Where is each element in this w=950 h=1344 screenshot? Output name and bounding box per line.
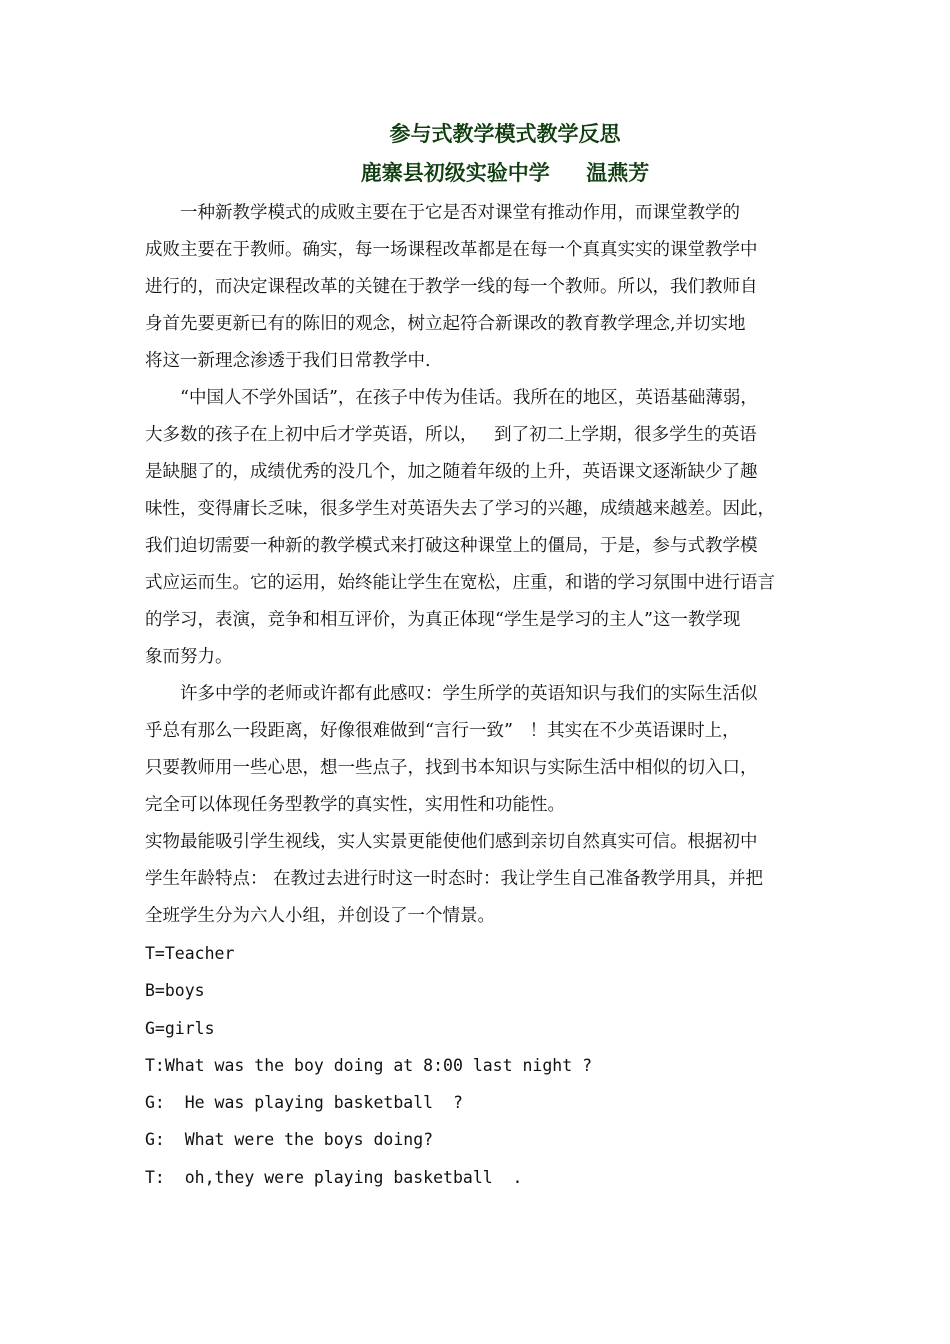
text-line: 许多中学的老师或许都有此感叹：学生所学的英语知识与我们的实际生活似 <box>180 684 758 704</box>
text-line: 完全可以体现任务型教学的真实性，实用性和功能性。 <box>145 795 565 815</box>
text-line: 象而努力。 <box>145 647 233 667</box>
paragraph-4 <box>145 824 810 935</box>
paragraph-3 <box>145 676 810 824</box>
document-body <box>145 195 810 1196</box>
paragraph-1 <box>145 195 810 380</box>
text-line: 大多数的孩子在上初中后才学英语，所以， 到了初二上学期，很多学生的英语 <box>145 425 757 445</box>
text-line: 全班学生分为六人小组，并创设了一个情景。 <box>145 906 495 926</box>
paragraph-2 <box>145 380 810 676</box>
dialogue-line: G: What were the boys doing? <box>145 1130 434 1150</box>
text-line: 味性，变得庸长乏味，很多学生对英语失去了学习的兴趣，成绩越来越差。因此， <box>145 499 775 519</box>
text-line: 学生年龄特点： 在教过去进行时这一时态时：我让学生自己准备教学用具，并把 <box>145 869 764 889</box>
text-line: 式应运而生。它的运用，始终能让学生在宽松，庄重，和谐的学习氛围中进行语言 <box>145 573 775 593</box>
text-line: 乎总有那么一段距离，好像很难做到“言行一致” ！其实在不少英语课时上， <box>145 721 740 741</box>
document-title: 参与式教学模式教学反思 <box>389 121 621 146</box>
dialogue-line: T: oh,they were playing basketball . <box>145 1167 523 1187</box>
dialogue-line: B=boys <box>145 981 205 1001</box>
text-line: 进行的，而决定课程改革的关键在于教学一线的每一个教师。所以，我们教师自 <box>145 277 758 297</box>
text-line: 将这一新理念渗透于我们日常教学中. <box>145 351 431 371</box>
text-line: 只要教师用一些心思，想一些点子，找到书本知识与实际生活中相似的切入口， <box>145 758 758 778</box>
dialogue-line: G: He was playing basketball ? <box>145 1093 463 1113</box>
text-line: 的学习，表演，竞争和相互评价，为真正体现“学生是学习的主人”这一教学现 <box>145 610 741 630</box>
text-line: 一种新教学模式的成败主要在于它是否对课堂有推动作用，而课堂教学的 <box>180 203 740 223</box>
text-line: 身首先要更新已有的陈旧的观念，树立起符合新课改的教育教学理念,并切实地 <box>145 314 746 334</box>
dialogue-line: T:What was the boy doing at 8:00 last night ? <box>145 1055 593 1075</box>
text-line: 我们迫切需要一种新的教学模式来打破这种课堂上的僵局，于是，参与式教学模 <box>145 536 758 556</box>
dialogue-line: T=Teacher <box>145 944 235 963</box>
document-subtitle: 鹿寨县初级实验中学 温燕芳 <box>360 160 650 185</box>
text-line: 是缺腿了的，成绩优秀的没几个，加之随着年级的上升，英语课文逐渐缺少了趣 <box>145 462 758 482</box>
dialogue-line: G=girls <box>145 1018 215 1038</box>
dialogue-block <box>145 935 810 1196</box>
text-line: “中国人不学外国话”，在孩子中传为佳话。我所在的地区，英语基础薄弱， <box>180 388 758 408</box>
text-line: 成败主要在于教师。确实，每一场课程改革都是在每一个真真实实的课堂教学中 <box>145 240 758 260</box>
text-line: 实物最能吸引学生视线，实人实景更能使他们感到亲切自然真实可信。根据初中 <box>145 832 758 852</box>
